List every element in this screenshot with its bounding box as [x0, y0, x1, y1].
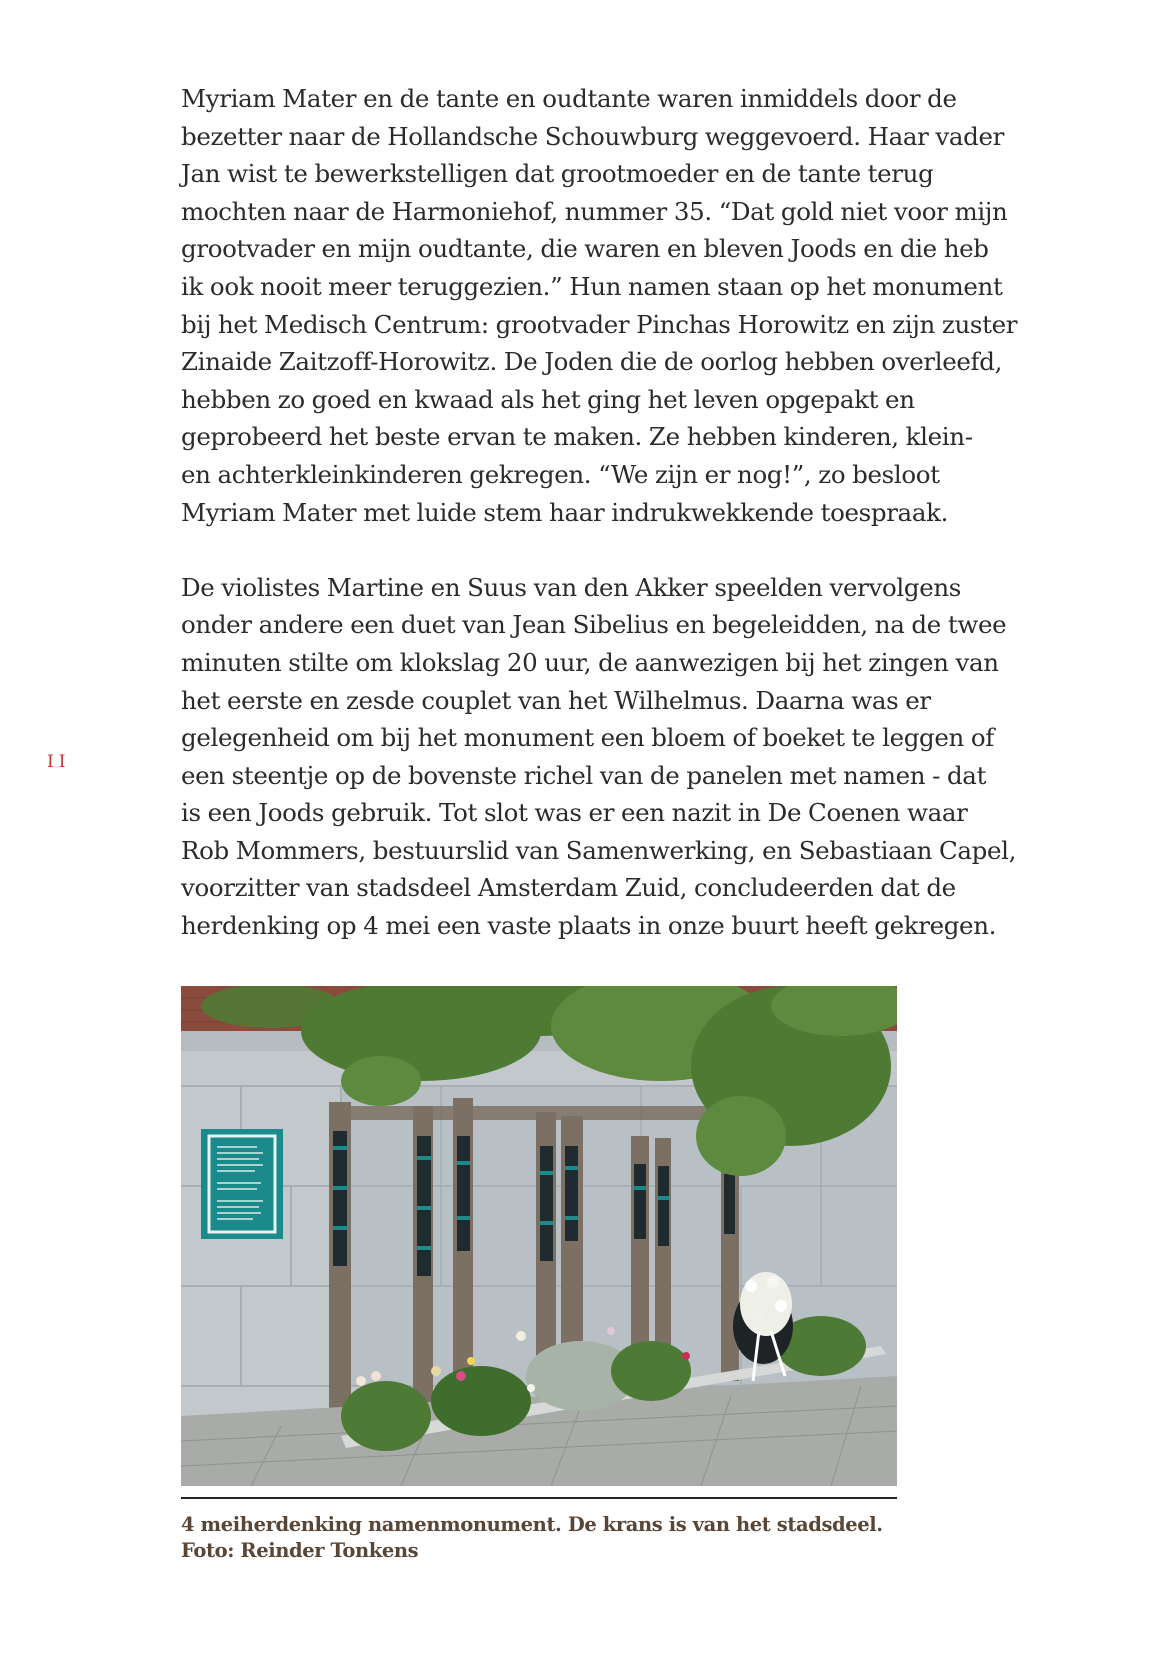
- text-line: een steentje op de bovenste richel van de panelen met namen - dat: [181, 760, 987, 790]
- text-line: De violistes Martine en Suus van den Akker speelden vervolgens: [181, 572, 962, 602]
- text-line: hebben zo goed en kwaad als het ging het leven opgepakt en: [181, 384, 915, 414]
- text-line: Myriam Mater en de tante en oudtante waren inmiddels door de: [181, 84, 957, 113]
- text-line: Rob Mommers, bestuurslid van Samenwerking, en Sebastiaan Capel,: [181, 835, 1017, 865]
- paragraph-gap: [181, 531, 1061, 569]
- caption-text: 4 meiherdenking namenmonument. De krans is van het stadsdeel.: [181, 1513, 883, 1536]
- text-line: Jan wist te bewerkstelligen dat grootmoeder en de tante terug: [181, 159, 934, 189]
- text-line: voorzitter van stadsdeel Amsterdam Zuid, concludeerden dat de: [181, 873, 956, 903]
- text-line: bij het Medisch Centrum: grootvader Pinchas Horowitz en zijn zuster: [181, 309, 1018, 339]
- caption-divider: [181, 1497, 897, 1499]
- photo-caption: [181, 1512, 941, 1564]
- text-line: mochten naar de Harmoniehof, nummer 35. “Dat gold niet voor mijn: [181, 196, 1008, 226]
- article-body: [181, 80, 1061, 945]
- monument-photo: [181, 986, 897, 1486]
- paragraph-1: [181, 80, 1061, 531]
- text-line: minuten stilte om klokslag 20 uur, de aanwezigen bij het zingen van: [181, 647, 999, 677]
- text-line: het eerste en zesde couplet van het Wilhelmus. Daarna was er: [181, 685, 931, 715]
- photo-credit: Foto: Reinder Tonkens: [181, 1539, 419, 1562]
- text-line: Zinaide Zaitzoff-Horowitz. De Joden die de oorlog hebben overleefd,: [181, 347, 1003, 377]
- paragraph-2: [181, 569, 1061, 945]
- text-line: ik ook nooit meer teruggezien.” Hun namen staan op het monument: [181, 271, 1003, 301]
- text-line: bezetter naar de Hollandsche Schouwburg weggevoerd. Haar vader: [181, 121, 1005, 151]
- text-line: geprobeerd het beste ervan te maken. Ze hebben kinderen, klein-: [181, 422, 973, 452]
- text-line: herdenking op 4 mei een vaste plaats in onze buurt heeft gekregen.: [181, 911, 997, 941]
- text-line: gelegenheid om bij het monument een bloem of boeket te leggen of: [181, 723, 995, 753]
- page-number: II: [47, 752, 71, 772]
- text-line: en achterkleinkinderen gekregen. “We zijn er nog!”, zo besloot: [181, 459, 940, 489]
- text-line: Myriam Mater met luide stem haar indrukwekkende toespraak.: [181, 497, 949, 527]
- text-line: grootvader en mijn oudtante, die waren en bleven Joods en die heb: [181, 234, 989, 264]
- text-line: is een Joods gebruik. Tot slot was er een nazit in De Coenen waar: [181, 798, 968, 828]
- text-line: onder andere een duet van Jean Sibelius en begeleidden, na de twee: [181, 610, 1007, 640]
